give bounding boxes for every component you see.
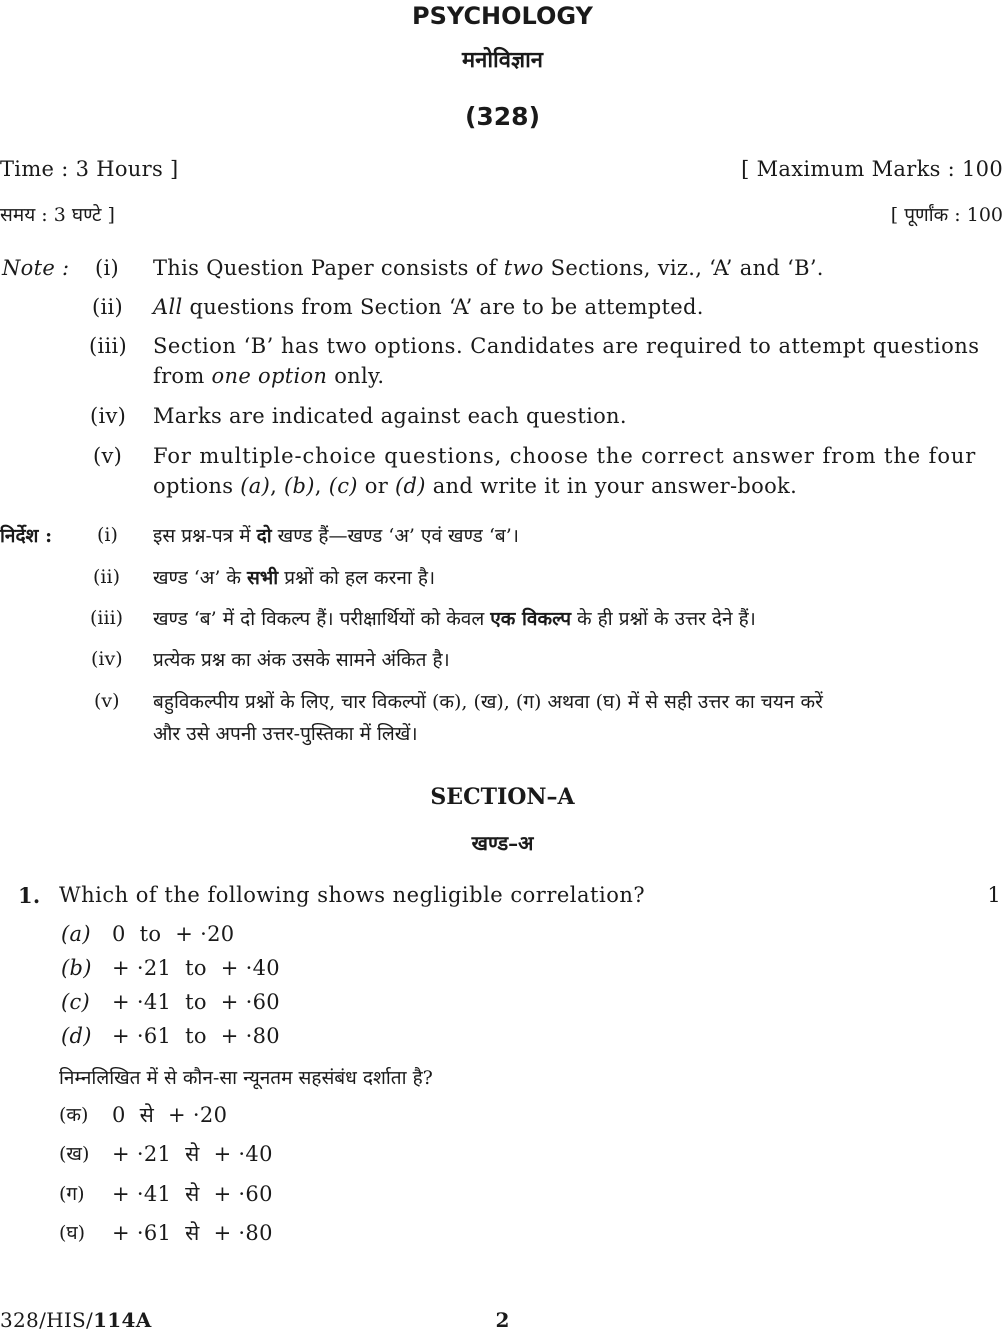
option-text-d: + ·61 to + ·80 [112,1024,280,1048]
note-en-num-2: (ii) [92,295,124,319]
note-en-item-2: All questions from Section ‘A’ are to be attempted. [153,295,704,319]
note-hi-item-4: प्रत्येक प्रश्न का अंक उसके सामने अंकित है। [153,649,450,671]
note-hi-num-4: (iv) [91,648,123,670]
subject-code: (328) [464,102,541,131]
question-text-hi: निम्नलिखित में से कौन-सा न्यूनतम सहसंबंध दर्शाता है? [59,1067,433,1089]
option-label-d: (d) [61,1024,92,1048]
option-label-kha: (ख) [59,1143,90,1165]
option-text-ga: + ·41 से + ·60 [112,1182,273,1206]
option-label-gha: (घ) [59,1222,86,1244]
note-hi-item-5-line-1: बहुविकल्पीय प्रश्नों के लिए, चार विकल्पों (क), (ख), (ग) अथवा (घ) में से सही उत्तर का चयन करें [153,691,823,713]
note-en-item-3-line-1: Section ‘B’ has two options. Candidates are required to attempt questions [153,334,980,358]
page-number: 2 [495,1308,510,1332]
max-marks-hi: [ पूर्णांक : 100 [890,204,1003,226]
note-en-item-5-line-2: options (a), (b), (c) or (d) and write it in your answer-book. [153,474,798,498]
note-en-item-3-line-2: from one option only. [153,364,385,388]
note-hi-num-3: (iii) [90,607,124,629]
question-text-en: Which of the following shows negligible correlation? [59,883,646,907]
note-hi-item-2: खण्ड ‘अ’ के सभी प्रश्नों को हल करना है। [153,567,436,589]
option-label-ga: (ग) [59,1183,85,1205]
option-text-ka: 0 से + ·20 [112,1103,228,1127]
option-text-a: 0 to + ·20 [112,922,235,946]
subject-title-en: PSYCHOLOGY [412,2,593,30]
option-label-c: (c) [61,990,91,1014]
note-en-num-1: (i) [95,256,120,280]
option-label-b: (b) [61,956,92,980]
note-hi-item-3: खण्ड ‘ब’ में दो विकल्प हैं। परीक्षार्थियों को केवल एक विकल्प के ही प्रश्नों के उत्तर देने हैं। [153,608,756,630]
time-hi: समय : 3 घण्टे ] [0,204,115,226]
max-marks-en: [ Maximum Marks : 100 [741,157,1003,181]
question-number: 1. [18,883,41,908]
note-en-num-4: (iv) [90,404,127,428]
question-marks: 1 [987,883,1001,907]
option-text-gha: + ·61 से + ·80 [112,1221,273,1245]
option-text-b: + ·21 to + ·40 [112,956,280,980]
time-en: Time : 3 Hours ] [0,157,179,181]
section-title-en: SECTION–A [430,784,575,810]
note-hi-num-1: (i) [97,524,118,546]
note-en-item-1: This Question Paper consists of two Sections, viz., ‘A’ and ‘B’. [153,256,824,280]
option-label-a: (a) [61,922,91,946]
section-title-hi: खण्ड–अ [471,831,534,855]
option-text-kha: + ·21 से + ·40 [112,1142,273,1166]
note-hi-item-1: इस प्रश्न-पत्र में दो खण्ड हैं—खण्ड ‘अ’ एवं खण्ड ‘ब’। [153,525,519,547]
footer-code: 328/HIS/114A [0,1308,152,1332]
option-label-ka: (क) [59,1104,89,1126]
note-label-en: Note : [2,256,70,280]
note-hi-num-2: (ii) [93,566,120,588]
note-en-item-5-line-1: For multiple-choice questions, choose the correct answer from the four [153,444,977,468]
note-en-item-4: Marks are indicated against each question. [153,404,627,428]
note-hi-item-5-line-2: और उसे अपनी उत्तर-पुस्तिका में लिखें। [153,723,418,745]
note-hi-num-5: (v) [94,690,120,712]
note-en-num-5: (v) [93,444,123,468]
note-label-hi: निर्देश : [0,525,53,547]
subject-title-hi: मनोविज्ञान [461,48,543,73]
option-text-c: + ·41 to + ·60 [112,990,280,1014]
note-en-num-3: (iii) [89,334,128,358]
